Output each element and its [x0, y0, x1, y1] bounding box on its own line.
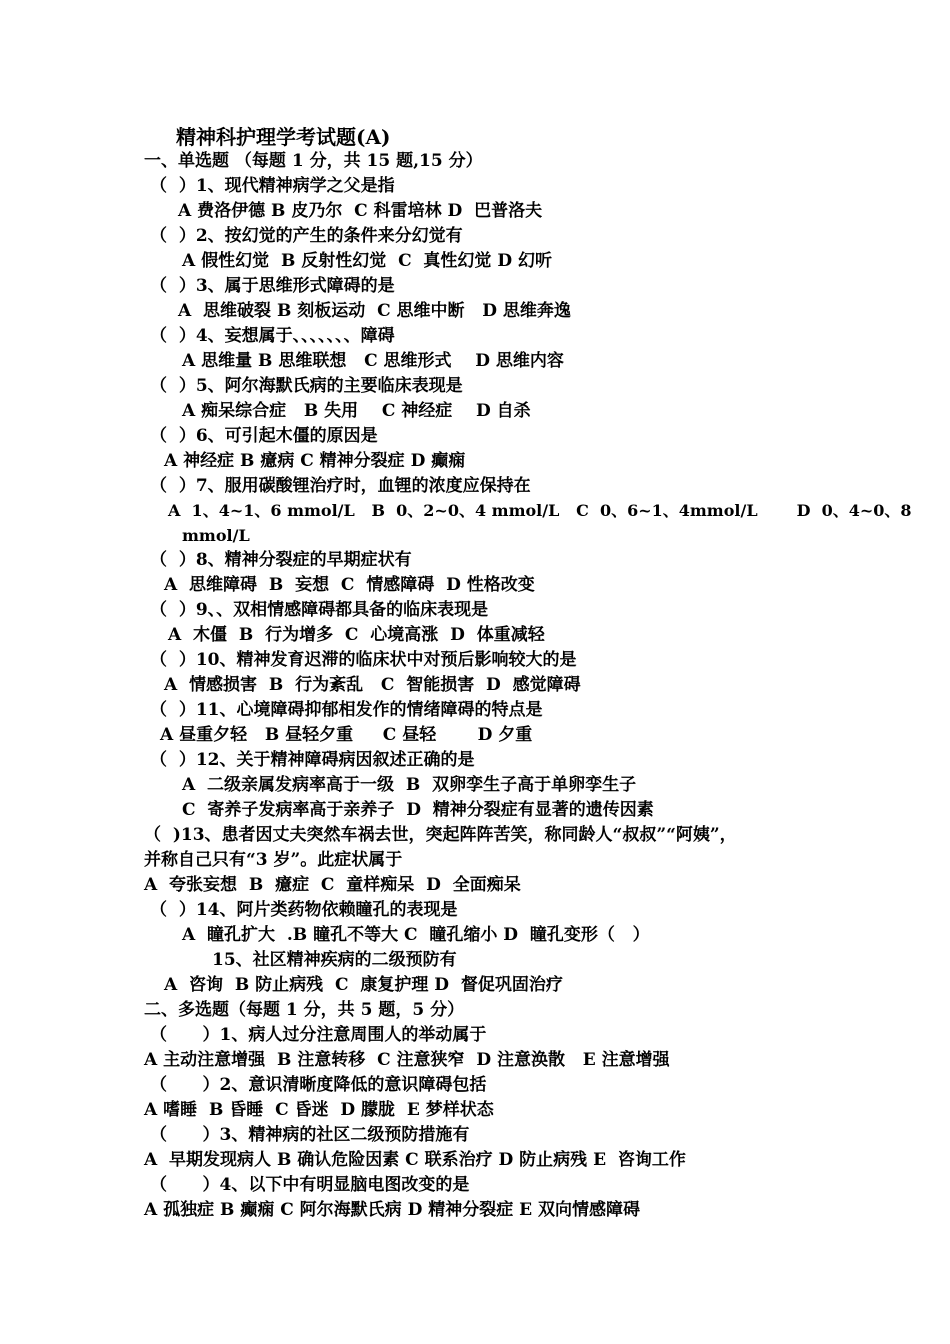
option-line: A 痴呆综合症 B 失用 C 神经症 D 自杀 [182, 401, 531, 421]
option-line: A 思维破裂 B 刻板运动 C 思维中断 D 思维奔逸 [178, 301, 571, 321]
option-line: C 寄养子发病率高于亲养子 D 精神分裂症有显著的遗传因素 [182, 800, 654, 820]
question-line: （ ）1、现代精神病学之父是指 [150, 176, 395, 196]
question-line: （ ）12、关于精神障碍病因叙述正确的是 [150, 750, 475, 770]
question-line: （ ）10、精神发育迟滞的临床状中对预后影响较大的是 [150, 650, 577, 670]
option-line: A 早期发现病人 B 确认危险因素 C 联系治疗 D 防止病残 E 咨询工作 [144, 1150, 686, 1170]
question-line: 15、社区精神疾病的二级预防有 [212, 950, 457, 970]
question-line: （ )13、患者因丈夫突然车祸去世，突起阵阵苦笑，称同龄人“叔叔”“阿姨”， [144, 825, 737, 845]
option-line: A 神经症 B 癔病 C 精神分裂症 D 癫痫 [164, 451, 466, 471]
option-line: A 二级亲属发病率高于一级 B 双卵孪生子高于单卵孪生子 [182, 775, 637, 795]
option-line: A 夸张妄想 B 癔症 C 童样痴呆 D 全面痴呆 [144, 875, 521, 895]
section-heading-multiple-choice: 二、多选题（每题 1 分，共 5 题，5 分） [144, 1000, 465, 1020]
option-line: A 昼重夕轻 B 昼轻夕重 C 昼轻 D 夕重 [160, 725, 533, 745]
question-line: （ ）9、、双相情感障碍都具备的临床表现是 [150, 600, 489, 620]
option-line: A 瞳孔扩大 .B 瞳孔不等大 C 瞳孔缩小 D 瞳孔变形（ ） [182, 925, 650, 945]
question-line: （ ）11、心境障碍抑郁相发作的情绪障碍的特点是 [150, 700, 543, 720]
question-line: （ ）4、以下中有明显脑电图改变的是 [150, 1175, 470, 1195]
page-title: 精神科护理学考试题(A) [176, 125, 391, 149]
question-line: （ ）3、属于思维形式障碍的是 [150, 276, 395, 296]
option-line: A 木僵 B 行为增多 C 心境高涨 D 体重减轻 [168, 625, 545, 645]
question-line: （ ）6、可引起木僵的原因是 [150, 426, 378, 446]
option-line: A 情感损害 B 行为紊乱 C 智能损害 D 感觉障碍 [164, 675, 581, 695]
option-line: A 思维障碍 B 妄想 C 情感障碍 D 性格改变 [164, 575, 535, 595]
question-line: （ ）2、按幻觉的产生的条件来分幻觉有 [150, 226, 463, 246]
option-line: A 费洛伊德 B 皮乃尔 C 科雷培林 D 巴普洛夫 [178, 201, 543, 221]
question-line: （ ）4、妄想属于、、、、、、、障碍 [150, 326, 395, 346]
option-line: A 1、4~1、6 mmol/L B 0、2~0、4 mmol/L C 0、6~1、4mmol/L D 0、4~0、8 [168, 501, 912, 520]
option-line: A 嗜睡 B 昏睡 C 昏迷 D 朦胧 E 梦样状态 [144, 1100, 494, 1120]
question-line: （ ）2、意识清晰度降低的意识障碍包括 [150, 1075, 487, 1095]
option-line: A 假性幻觉 B 反射性幻觉 C 真性幻觉 D 幻听 [182, 251, 553, 271]
option-line: A 孤独症 B 癫痫 C 阿尔海默氏病 D 精神分裂症 E 双向情感障碍 [144, 1200, 641, 1220]
question-line: （ ）8、精神分裂症的早期症状有 [150, 550, 412, 570]
question-line: （ ）5、阿尔海默氏病的主要临床表现是 [150, 376, 463, 396]
question-line-continued: 并称自己只有“3 岁”。此症状属于 [144, 850, 403, 870]
option-line: A 主动注意增强 B 注意转移 C 注意狭窄 D 注意涣散 E 注意增强 [144, 1050, 670, 1070]
section-heading-single-choice: 一、单选题 （每题 1 分，共 15 题,15 分） [144, 151, 483, 171]
question-line: （ ）14、阿片类药物依赖瞳孔的表现是 [150, 900, 458, 920]
question-line: （ ）3、精神病的社区二级预防措施有 [150, 1125, 470, 1145]
option-line-continued: mmol/L [182, 526, 250, 545]
option-line: A 咨询 B 防止病残 C 康复护理 D 督促巩固治疗 [164, 975, 563, 995]
question-line: （ ）1、病人过分注意周围人的举动属于 [150, 1025, 487, 1045]
question-line: （ ）7、服用碳酸锂治疗时，血锂的浓度应保持在 [150, 476, 531, 496]
option-line: A 思维量 B 思维联想 C 思维形式 D 思维内容 [182, 351, 564, 371]
